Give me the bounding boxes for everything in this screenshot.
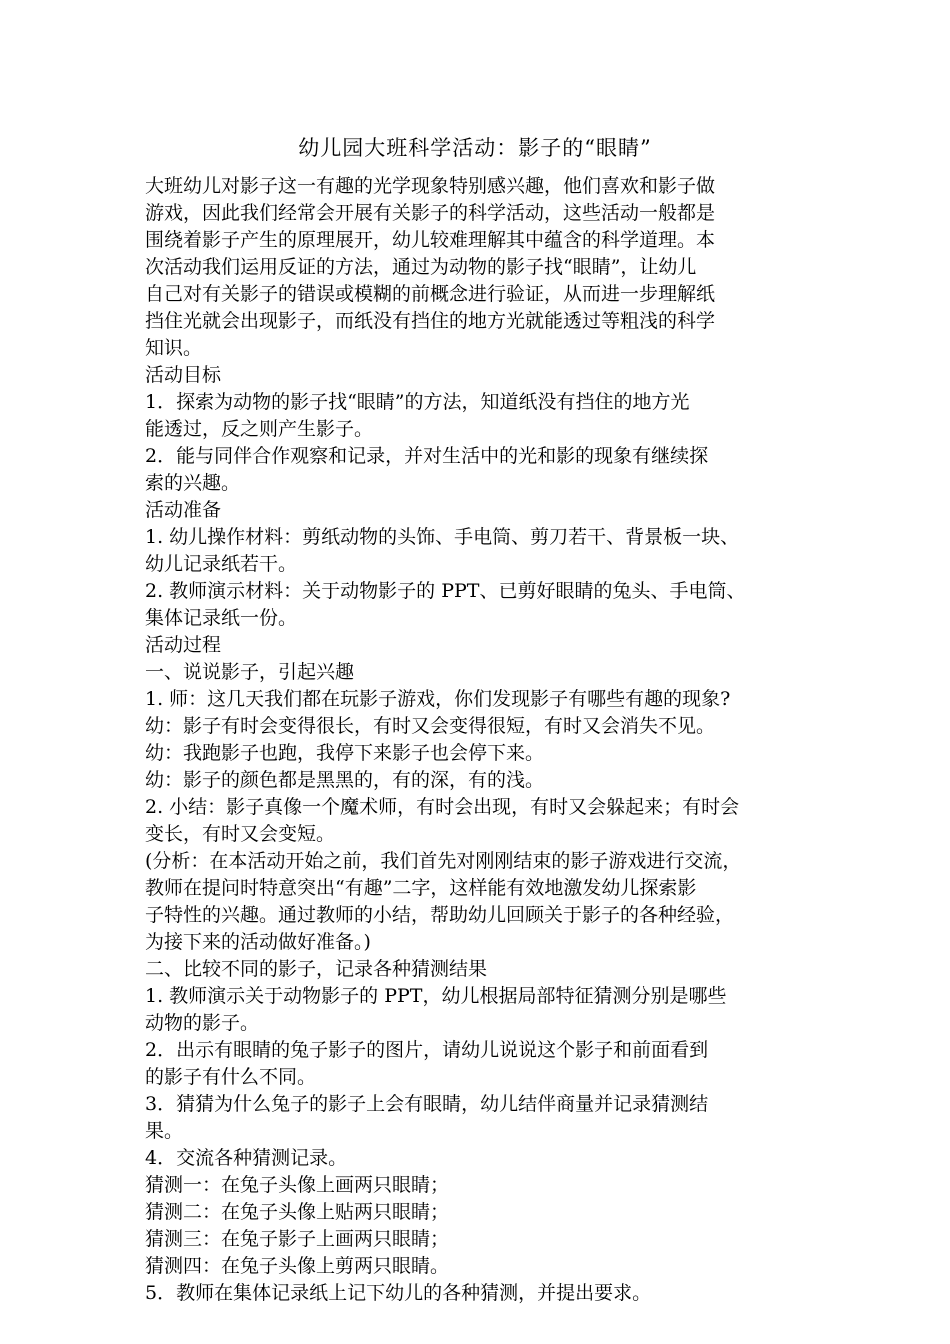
body-line: 2．能与同伴合作观察和记录，并对生活中的光和影的现象有继续探 (145, 445, 709, 467)
body-line: 4．交流各种猜测记录。 (145, 1147, 348, 1169)
body-line: (分析：在本活动开始之前，我们首先对刚刚结束的影子游戏进行交流， (145, 850, 742, 872)
body-line: 1．探索为动物的影子找“眼睛”的方法，知道纸没有挡住的地方光 (145, 391, 690, 413)
body-line: 集体记录纸一份。 (145, 607, 298, 629)
subsection-heading: 一、说说影子，引起兴趣 (145, 661, 355, 683)
body-line: 次活动我们运用反证的方法，通过为动物的影子找“眼睛”，让幼儿 (145, 256, 697, 278)
body-line: 猜测三：在兔子影子上画两只眼睛； (145, 1228, 450, 1250)
body-line: 子特性的兴趣。通过教师的小结，帮助幼儿回顾关于影子的各种经验， (145, 904, 735, 926)
body-line: 2. 小结：影子真像一个魔术师，有时会出现，有时又会躲起来；有时会 (145, 796, 740, 818)
body-line: 猜测二：在兔子头像上贴两只眼睛； (145, 1201, 450, 1223)
body-line: 能透过，反之则产生影子。 (145, 418, 374, 440)
body-line: 幼：影子有时会变得很长，有时又会变得很短，有时又会消失不见。 (145, 715, 716, 737)
section-heading: 活动目标 (145, 364, 222, 386)
body-line: 果。 (145, 1120, 184, 1142)
body-line: 索的兴趣。 (145, 472, 241, 494)
body-line: 猜测一：在兔子头像上画两只眼睛； (145, 1174, 450, 1196)
subsection-heading: 二、比较不同的影子，记录各种猜测结果 (145, 958, 488, 980)
body-line: 1. 教师演示关于动物影子的 PPT，幼儿根据局部特征猜测分别是哪些 (145, 985, 727, 1007)
body-line: 1. 师：这几天我们都在玩影子游戏，你们发现影子有哪些有趣的现象? (145, 688, 731, 710)
body-line: 为接下来的活动做好准备。) (145, 931, 371, 953)
body-line: 2．出示有眼睛的兔子影子的图片，请幼儿说说这个影子和前面看到 (145, 1039, 709, 1061)
body-line: 挡住光就会出现影子，而纸没有挡住的地方光就能透过等粗浅的科学 (145, 310, 716, 332)
body-line: 大班幼儿对影子这一有趣的光学现象特别感兴趣，他们喜欢和影子做 (145, 175, 716, 197)
section-heading: 活动准备 (145, 499, 222, 521)
body-line: 自己对有关影子的错误或模糊的前概念进行验证，从而进一步理解纸 (145, 283, 716, 305)
body-line: 围绕着影子产生的原理展开，幼儿较难理解其中蕴含的科学道理。本 (145, 229, 716, 251)
body-line: 1. 幼儿操作材料：剪纸动物的头饰、手电筒、剪刀若干、背景板一块、 (145, 526, 740, 548)
body-line: 游戏，因此我们经常会开展有关影子的科学活动，这些活动一般都是 (145, 202, 716, 224)
body-line: 教师在提问时特意突出“有趣”二字，这样能有效地激发幼儿探索影 (145, 877, 697, 899)
body-line: 变长，有时又会变短。 (145, 823, 336, 845)
body-line: 5．教师在集体记录纸上记下幼儿的各种猜测，并提出要求。 (145, 1282, 652, 1304)
body-line: 猜测四：在兔子头像上剪两只眼睛。 (145, 1255, 450, 1277)
body-line: 动物的影子。 (145, 1012, 260, 1034)
body-line: 2. 教师演示材料：关于动物影子的 PPT、已剪好眼睛的兔头、手电筒、 (145, 580, 746, 602)
document-body (145, 173, 813, 1307)
document-title: 幼儿园大班科学活动：影子的“眼睛” (298, 136, 652, 160)
body-line: 知识。 (145, 337, 203, 359)
body-line: 幼：影子的颜色都是黑黑的，有的深，有的浅。 (145, 769, 545, 791)
body-line: 的影子有什么不同。 (145, 1066, 317, 1088)
section-heading: 活动过程 (145, 634, 222, 656)
body-line: 3．猜猜为什么兔子的影子上会有眼睛，幼儿结伴商量并记录猜测结 (145, 1093, 709, 1115)
body-line: 幼儿记录纸若干。 (145, 553, 298, 575)
body-line: 幼：我跑影子也跑，我停下来影子也会停下来。 (145, 742, 545, 764)
